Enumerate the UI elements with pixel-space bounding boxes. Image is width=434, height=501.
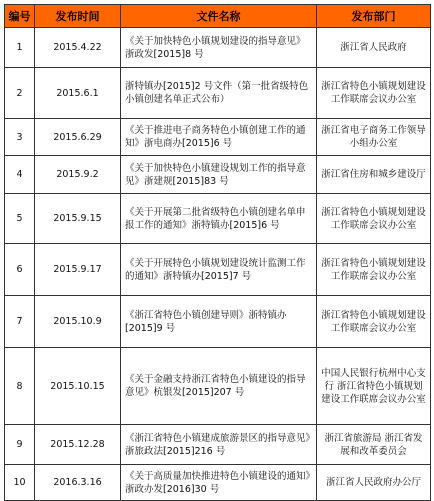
- row-date: 2015.10.9: [35, 296, 121, 348]
- header-issuing-department: 发布部门: [317, 5, 431, 28]
- table-header: [5, 5, 431, 28]
- row-document-name: 《浙江省特色小镇建成旅游景区的指导意见》浙旅政法[2015]216 号: [121, 425, 317, 465]
- row-department: 浙江省住房和城乡建设厅: [317, 156, 431, 194]
- table-row: [5, 119, 431, 156]
- table-row: [5, 194, 431, 244]
- row-number: 1: [5, 28, 35, 68]
- row-department: 浙江省特色小镇规划建设工作联席会议办公室: [317, 296, 431, 348]
- header-number: 编号: [5, 5, 35, 28]
- header-document-name: 文件名称: [121, 5, 317, 28]
- header-release-date: 发布时间: [35, 5, 121, 28]
- table-row: [5, 244, 431, 296]
- row-department: 浙江省人民政府办公厅: [317, 465, 431, 501]
- row-number: 10: [5, 465, 35, 501]
- row-department: 浙江省旅游局 浙江省发展和改革委员会: [317, 425, 431, 465]
- policy-table: [4, 4, 431, 501]
- row-document-name: 浙特镇办[2015]2 号文件（第一批省级特色小镇创建名单正式公布）: [121, 68, 317, 119]
- row-number: 7: [5, 296, 35, 348]
- header-row: [5, 5, 431, 28]
- row-department: 浙江省人民政府: [317, 28, 431, 68]
- table-row: [5, 425, 431, 465]
- row-date: 2015.4.22: [35, 28, 121, 68]
- row-number: 4: [5, 156, 35, 194]
- row-document-name: 《关于金融支持浙江省特色小镇建设的指导意见》杭银发[2015]207 号: [121, 348, 317, 425]
- row-document-name: 《关于高质量加快推进特色小镇建设的通知》浙政办发[2016]30 号: [121, 465, 317, 501]
- table-row: [5, 156, 431, 194]
- row-document-name: 《关于开展第二批省级特色小镇创建名单申报工作的通知》浙特镇办[2015]6 号: [121, 194, 317, 244]
- row-date: 2015.9.17: [35, 244, 121, 296]
- row-document-name: 《关于推进电子商务特色小镇创建工作的通知》浙电商办[2015]6 号: [121, 119, 317, 156]
- row-date: 2015.9.2: [35, 156, 121, 194]
- row-date: 2015.9.15: [35, 194, 121, 244]
- row-document-name: 《关于加快特色小镇建设规划工作的指导意见》浙建规[2015]83 号: [121, 156, 317, 194]
- row-number: 5: [5, 194, 35, 244]
- row-department: 浙江省特色小镇规划建设工作联席会议办公室: [317, 194, 431, 244]
- table-row: [5, 348, 431, 425]
- row-department: 中国人民银行杭州中心支行 浙江省特色小镇规划建设工作联席会议办公室: [317, 348, 431, 425]
- row-date: 2016.3.16: [35, 465, 121, 501]
- row-date: 2015.6.29: [35, 119, 121, 156]
- row-department: 浙江省特色小镇规划建设工作联席会议办公室: [317, 68, 431, 119]
- row-number: 8: [5, 348, 35, 425]
- row-number: 2: [5, 68, 35, 119]
- row-document-name: 《浙江省特色小镇创建导则》浙特镇办[2015]9 号: [121, 296, 317, 348]
- table-row: [5, 68, 431, 119]
- row-number: 3: [5, 119, 35, 156]
- row-document-name: 《关于加快特色小镇规划建设的指导意见》浙政发[2015]8 号: [121, 28, 317, 68]
- row-number: 6: [5, 244, 35, 296]
- table-row: [5, 28, 431, 68]
- row-document-name: 《关于开展特色小镇规划建设统计监测工作的通知》浙特镇办[2015]7 号: [121, 244, 317, 296]
- table-body: [5, 28, 431, 501]
- table-row: [5, 465, 431, 501]
- table-row: [5, 296, 431, 348]
- row-date: 2015.10.15: [35, 348, 121, 425]
- row-department: 浙江省特色小镇规划建设工作联席会议办公室: [317, 244, 431, 296]
- row-department: 浙江省电子商务工作领导小组办公室: [317, 119, 431, 156]
- row-date: 2015.12.28: [35, 425, 121, 465]
- row-number: 9: [5, 425, 35, 465]
- row-date: 2015.6.1: [35, 68, 121, 119]
